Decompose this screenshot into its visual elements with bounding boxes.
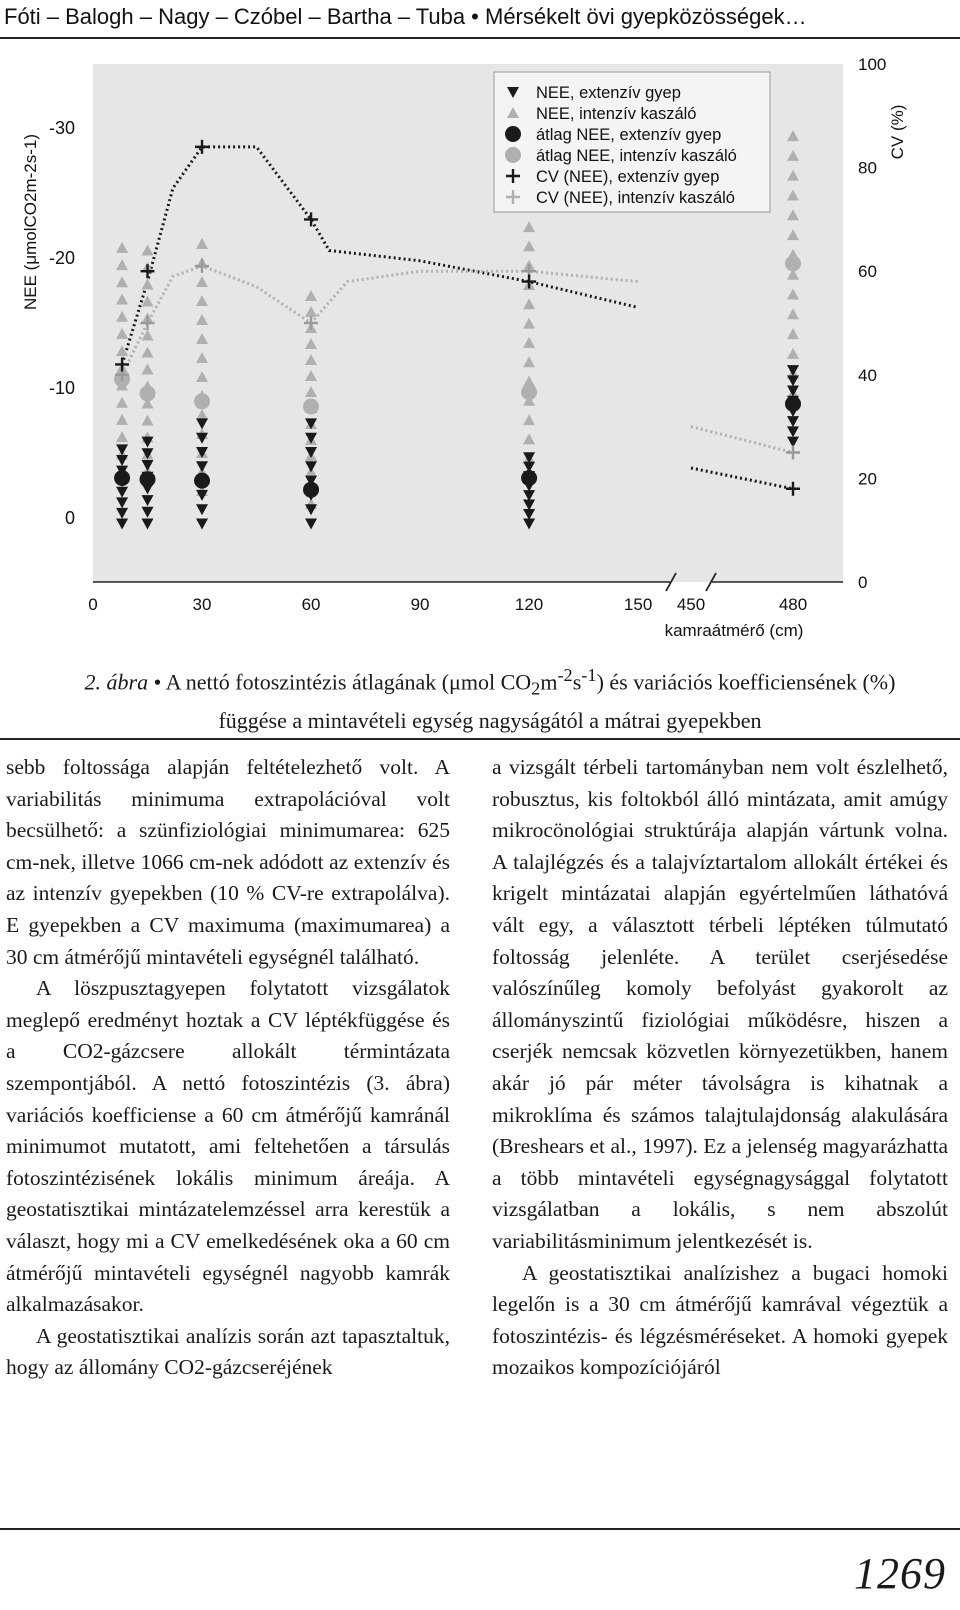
x-tick-label: 150 <box>623 595 653 614</box>
caption-line-2: függése a mintavételi egység nagyságától a mátrai gyepekben <box>218 707 762 733</box>
left-axis-ticks <box>49 118 75 528</box>
right-axis-ticks <box>858 55 886 592</box>
left-column <box>6 752 450 1384</box>
y2-tick-label: 20 <box>858 469 877 489</box>
x-axis-ticks <box>88 595 807 614</box>
y-axis-left-label: NEE (μmolCO2m-2s-1) <box>21 133 40 311</box>
caption-text-a: A nettó fotoszintézis átlagának (μmol CO <box>165 669 532 695</box>
right-column <box>492 752 948 1384</box>
y2-tick-label: 100 <box>858 55 887 74</box>
legend-label: NEE, intenzív kaszáló <box>536 105 697 123</box>
y2-tick-label: 80 <box>858 158 877 178</box>
caption-text-s: s <box>572 669 582 695</box>
x-tick-label: 0 <box>88 595 98 614</box>
caption-rule <box>0 738 960 740</box>
mean-extenziv-point <box>140 471 156 487</box>
legend-label: CV (NEE), extenzív gyep <box>536 168 720 186</box>
running-header <box>0 0 960 40</box>
paragraph: sebb foltossága alapján feltételezhető volt. A variabilitás minimuma extrapolációval volt becsülhető: a szünfiziológiai minimumarea: 625 cm-nek, illetve 1066 cm-nek adódott az extenzív és az intenzív gyepekben (10 % CV-re extrapolálva). E gyepekben a CV maximuma (maximumarea) a 30 cm átmérőjű mintavételi egységnél található. <box>6 755 450 969</box>
paragraph: A löszpusztagyepen folytatott vizsgálatok meglepő eredményt hoztak a CV léptékfüggése és a CO2-gázcsere allokált términtázata szempontjából. A nettó fotoszintézis (3. ábra) variációs koefficiense a 60 cm átmérőjű kamránál minimumot mutatott, ami feltehetően a társulás fotoszintézisének lokális minimum áreája. A geostatisztikai mintázatelemzéssel arra kerestük a választ, hogy mi a CV emelkedésének oka a 60 cm átmérőjű mintavételi egységnél nagyobb kamrák alkalmazásakor. <box>6 976 450 1317</box>
caption-sup-2: -1 <box>581 665 597 685</box>
caption-sup: -2 <box>557 665 573 685</box>
running-title: Fóti – Balogh – Nagy – Czóbel – Bartha – Tuba • Mérsékelt övi gyepközösségek… <box>4 4 807 29</box>
caption-sub: 2 <box>531 678 541 699</box>
x-tick-label: 30 <box>192 595 212 614</box>
x-tick-label: 450 <box>676 595 706 614</box>
mean-extenziv-point <box>114 470 130 486</box>
caption-label: 2. ábra <box>84 669 149 695</box>
legend-label: NEE, extenzív gyep <box>536 84 681 102</box>
y-tick-label: -20 <box>48 248 75 268</box>
mean-intenziv-point <box>194 393 210 409</box>
legend-label: átlag NEE, intenzív kaszáló <box>536 147 737 165</box>
mean-extenziv-point <box>303 482 319 498</box>
mean-intenziv-point <box>785 256 801 272</box>
x-axis-label: kamraátmérő (cm) <box>664 621 804 640</box>
mean-intenziv-point <box>303 399 319 415</box>
footer-rule <box>0 1528 960 1530</box>
caption-bullet: • <box>153 669 162 695</box>
page-number: 1269 <box>854 1549 946 1598</box>
y-axis-right-label: CV (%) <box>888 104 907 160</box>
x-tick-label: 120 <box>514 595 544 614</box>
y-tick-label: -10 <box>48 378 75 398</box>
y2-tick-label: 0 <box>858 573 868 592</box>
mean-extenziv-point <box>521 470 537 486</box>
figure-caption <box>40 660 940 736</box>
legend-label: CV (NEE), intenzív kaszáló <box>536 189 735 207</box>
caption-text-m: m <box>540 669 558 695</box>
legend-marker <box>505 147 521 163</box>
x-tick-label: 90 <box>410 595 430 614</box>
legend-label: átlag NEE, extenzív gyep <box>536 126 722 144</box>
paragraph: a vizsgált térbeli tartományban nem volt észlelhető, robusztus, kis foltokból álló mintázata, amit amúgy mikrocönológiai struktúrája alapján vártunk volna. A talajlégzés és a talajvíztartalom allokált értékei és krigelt mintázatai alapján egyértelműen láthatóvá vált egy, a választott térbeli léptéken túlmutató foltosság jelenléte. A terület cserjésedése valószínűleg komoly befolyást gyakorolt az állományszintű fiziológiai működésre, hiszen a cserjék nemcsak közvetlen környezetükben, hanem akár jó pár méter távolságra is kihatnak a mikroklíma és számos talajtulajdonság alakulására (Breshears et al., 1997). Ez a jelenség magyarázhatta a több mintavételi egységnagysággal folytatott vizsgálatban a lokális, s nem abszolút variabilitásminimum jelentkezését is. <box>492 755 948 1253</box>
paragraph: A geostatisztikai analízis során azt tapasztaltuk, hogy az állomány CO2-gázcseréjének <box>6 1323 450 1380</box>
legend <box>494 72 770 212</box>
legend-marker <box>505 126 521 142</box>
caption-line-1 <box>40 660 940 705</box>
mean-intenziv-point <box>140 386 156 402</box>
mean-extenziv-point <box>194 473 210 489</box>
y-tick-label: -30 <box>48 118 75 138</box>
x-tick-label: 60 <box>301 595 321 614</box>
caption-text-b: ) és variációs koefficiensének (%) <box>596 669 896 695</box>
y2-tick-label: 60 <box>858 262 877 282</box>
mean-intenziv-point <box>521 384 537 400</box>
mean-extenziv-point <box>785 396 801 412</box>
x-tick-label: 480 <box>778 595 808 614</box>
y2-tick-label: 40 <box>858 365 877 385</box>
y-tick-label: 0 <box>64 508 75 528</box>
header-rule <box>0 37 960 39</box>
figure-nee-cv-chart <box>0 42 960 654</box>
paragraph: A geostatisztikai analízishez a bugaci homoki legelőn is a 30 cm átmérőjű kamrával végeztük a fotoszintézis- és légzésméréseket. A homoki gyepek mozaikos kompozíciójáról <box>492 1260 948 1380</box>
